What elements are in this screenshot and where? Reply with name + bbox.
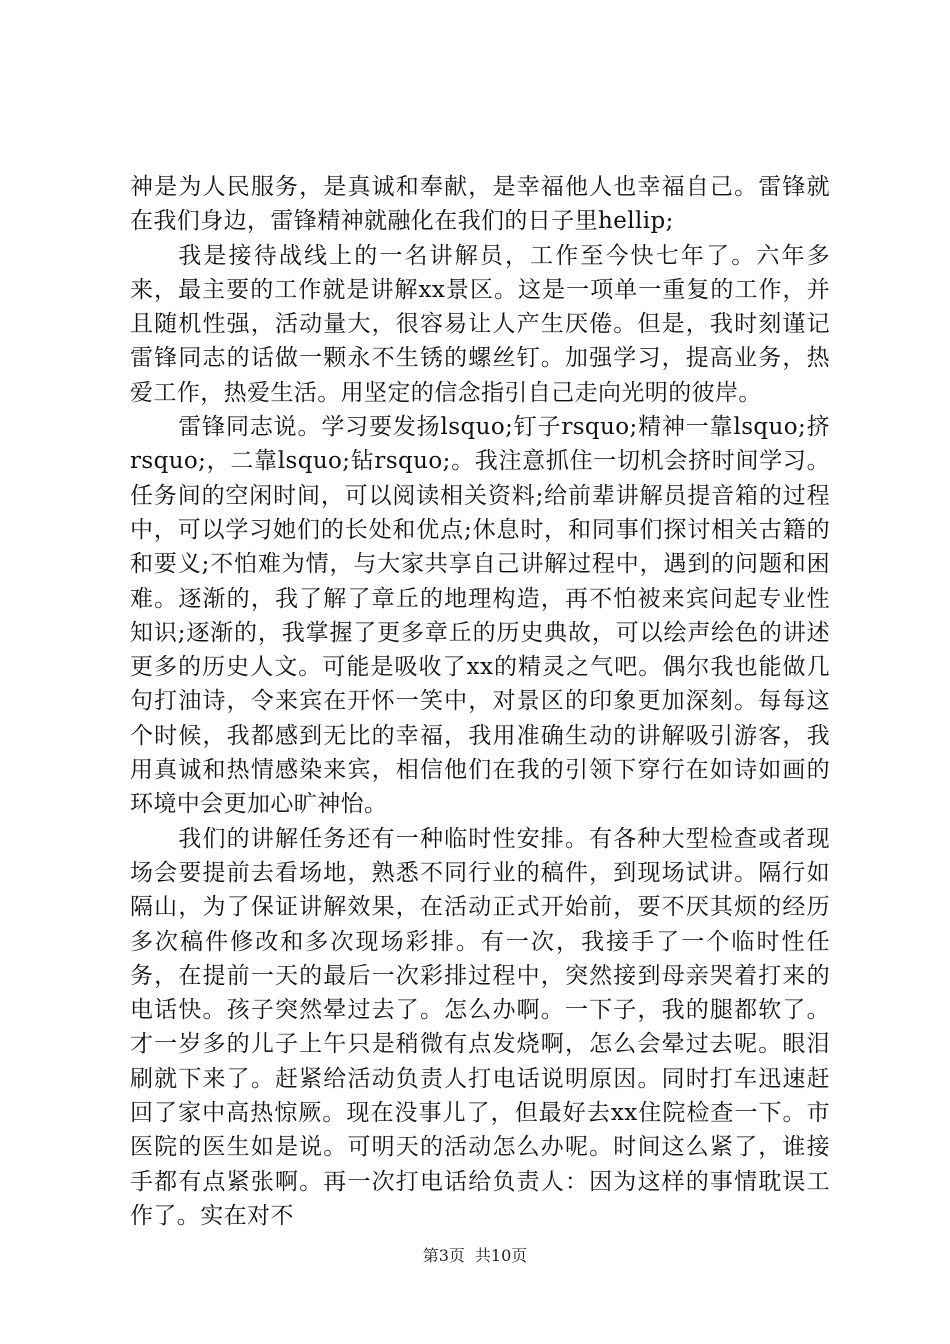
page-number-total: 共10页 [474,1246,528,1265]
paragraph-2: 我是接待战线上的一名讲解员，工作至今快七年了。六年多来，最主要的工作就是讲解xx景区。这是一项单一重复的工作，并且随机性强，活动量大，很容易让人产生厌倦。但是，我时刻谨记雷锋同志的话做一颗永不生锈的螺丝钉。加强学习，提高业务，热爱工作，热爱生活。用坚定的信念指引自己走向光明的彼岸。 [130,242,830,406]
paragraph-3: 雷锋同志说。学习要发扬lsquo;钉子rsquo;精神一靠lsquo;挤rsquo;，二靠lsquo;钻rsquo;。我注意抓住一切机会挤时间学习。任务间的空闲时间，可以阅读相关资料;给前辈讲解员提音箱的过程中，可以学习她们的长处和优点;休息时，和同事们探讨相关古籍的和要义;不怕难为情，与大家共享自己讲解过程中，遇到的问题和困难。逐渐的，我了解了章丘的地理构造，再不怕被来宾问起专业性知识;逐渐的，我掌握了更多章丘的历史典故，可以绘声绘色的讲述更多的历史人文。可能是吸收了xx的精灵之气吧。偶尔我也能做几句打油诗，令来宾在开怀一笑中，对景区的印象更加深刻。每每这个时候，我都感到无比的幸福，我用准确生动的讲解吸引游客，我用真诚和热情感染来宾，相信他们在我的引领下穿行在如诗如画的环境中会更加心旷神怡。 [130,414,830,818]
document-body [130,170,830,1233]
paragraph-4: 我们的讲解任务还有一种临时性安排。有各种大型检查或者现场会要提前去看场地，熟悉不同行业的稿件，到现场试讲。隔行如隔山，为了保证讲解效果，在活动正式开始前，要不厌其烦的经历多次稿件修改和多次现场彩排。有一次，我接手了一个临时性任务，在提前一天的最后一次彩排过程中，突然接到母亲哭着打来的电话快。孩子突然晕过去了。怎么办啊。一下子，我的腿都软了。才一岁多的儿子上午只是稍微有点发烧啊，怎么会晕过去呢。眼泪刷就下来了。赶紧给活动负责人打电话说明原因。同时打车迅速赶回了家中高热惊厥。现在没事儿了，但最好去xx住院检查一下。市医院的医生如是说。可明天的活动怎么办呢。时间这么紧了，谁接手都有点紧张啊。再一次打电话给负责人：因为这样的事情耽误工作了。实在对不 [130,825,830,1229]
page-footer [0,1246,950,1266]
page-number-current: 第3页 [422,1246,465,1265]
paragraph-1: 神是为人民服务，是真诚和奉献，是幸福他人也幸福自己。雷锋就在我们身边，雷锋精神就融化在我们的日子里hellip; [130,174,830,235]
